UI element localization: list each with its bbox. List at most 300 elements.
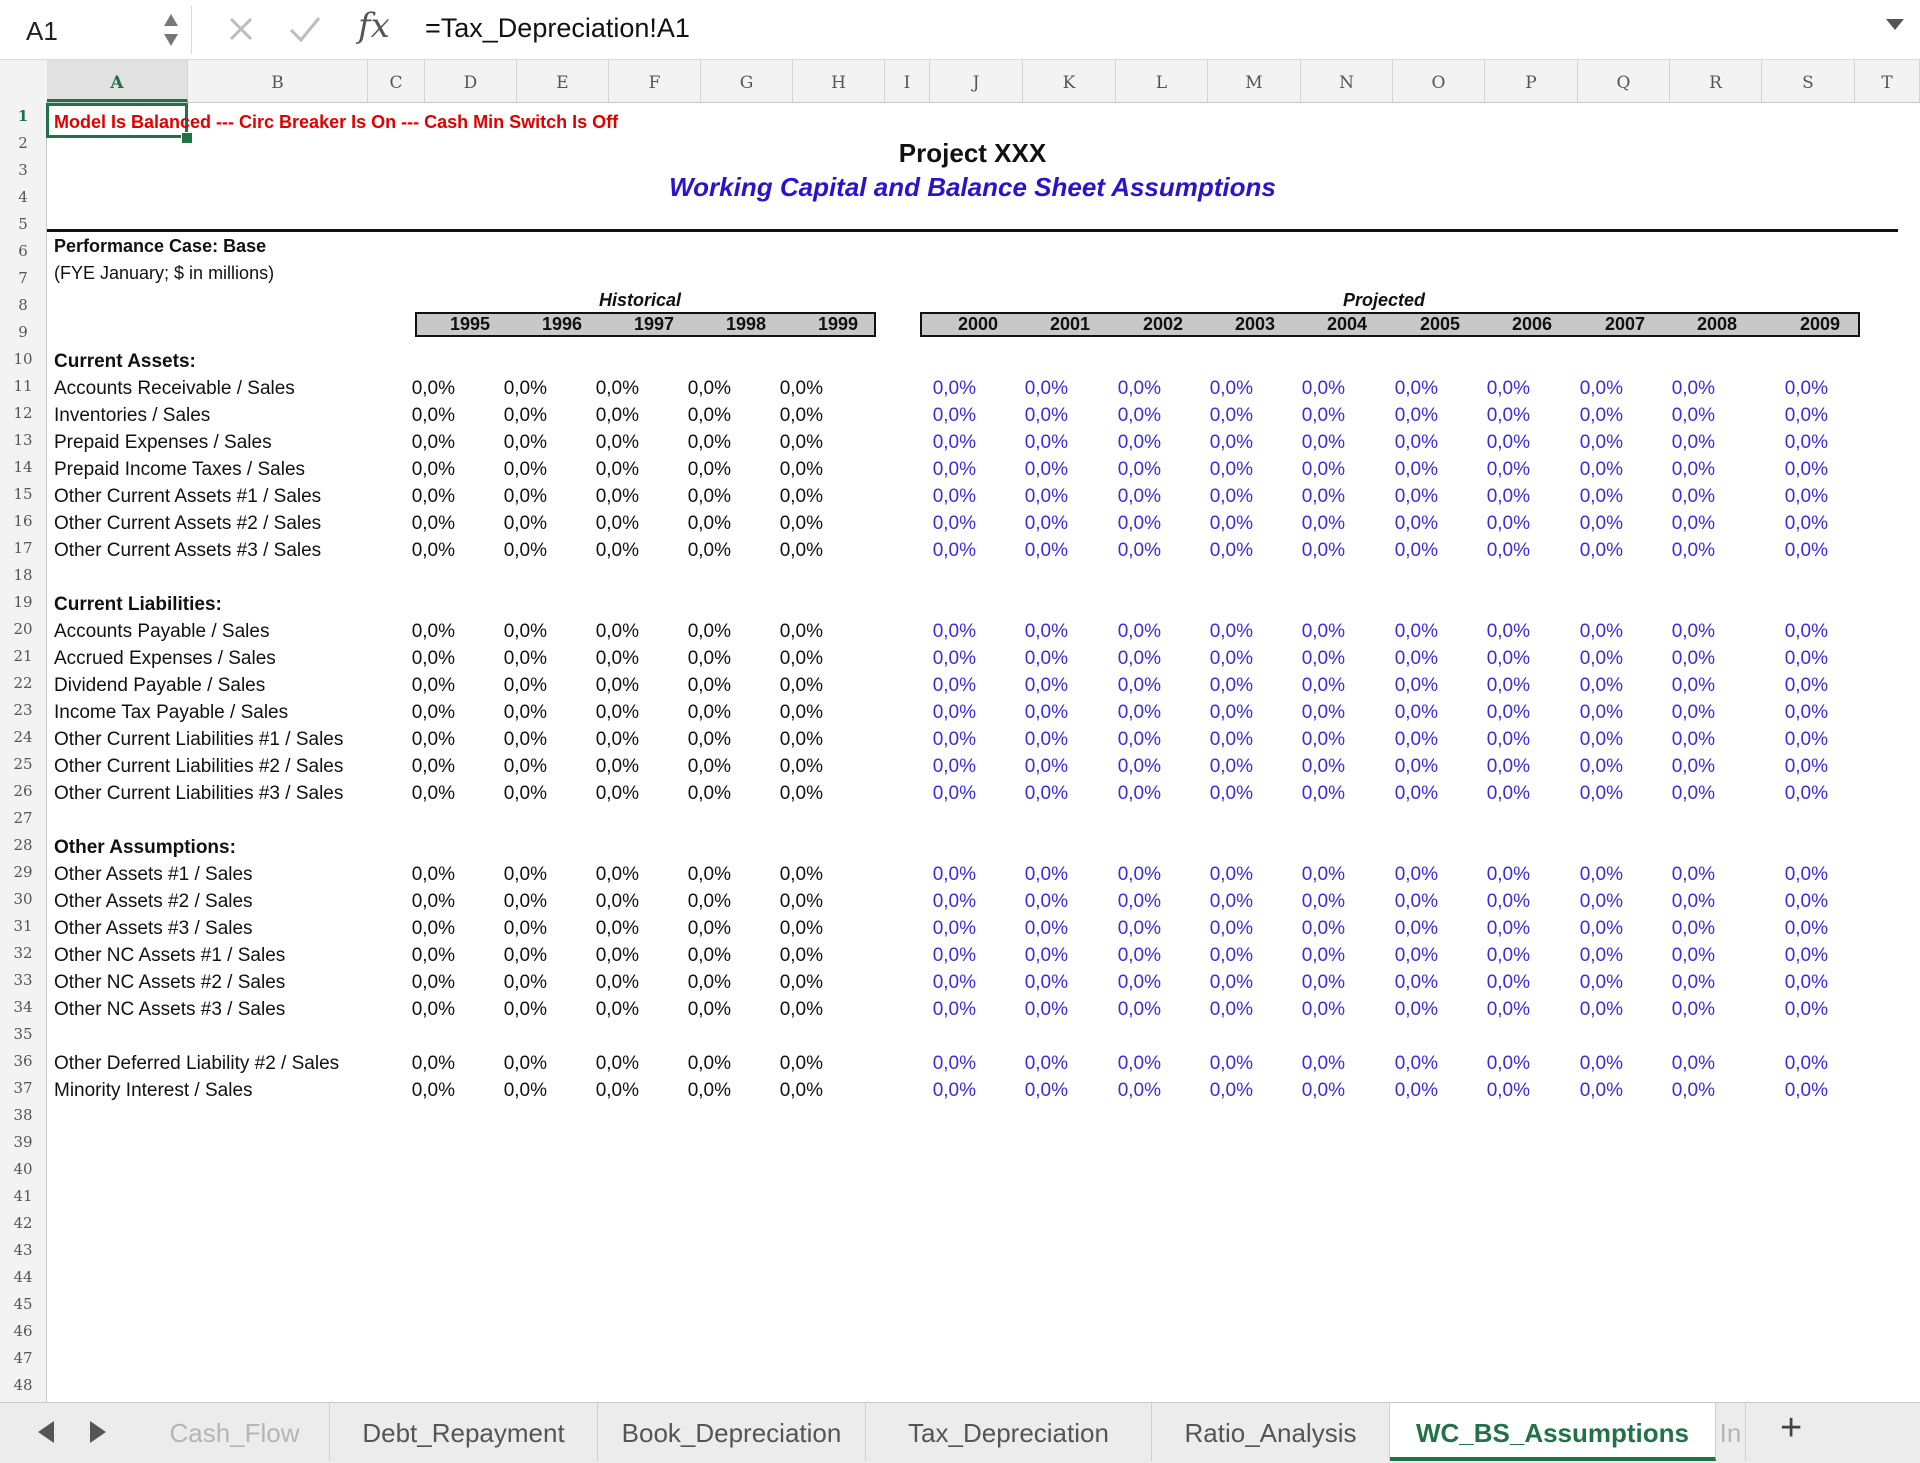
row-header-25[interactable]: 25 [13,755,33,773]
projected-value-cell[interactable]: 0,0% [1579,1053,1623,1074]
projected-value-cell[interactable]: 0,0% [1209,432,1253,453]
historical-value-cell[interactable]: 0,0% [779,459,823,480]
row-header-42[interactable]: 42 [13,1214,33,1232]
projected-value-cell[interactable]: 0,0% [1209,486,1253,507]
historical-value-cell[interactable]: 0,0% [503,513,547,534]
historical-value-cell[interactable]: 0,0% [779,432,823,453]
row-header-47[interactable]: 47 [13,1349,33,1367]
column-header-s[interactable]: S [1762,60,1855,102]
column-header-j[interactable]: J [930,60,1023,102]
historical-value-cell[interactable]: 0,0% [687,675,731,696]
historical-value-cell[interactable]: 0,0% [503,540,547,561]
historical-value-cell[interactable]: 0,0% [503,459,547,480]
row-header-22[interactable]: 22 [13,674,33,692]
historical-value-cell[interactable]: 0,0% [503,729,547,750]
historical-value-cell[interactable]: 0,0% [687,432,731,453]
projected-value-cell[interactable]: 0,0% [1671,918,1715,939]
projected-value-cell[interactable]: 0,0% [1394,729,1438,750]
column-header-c[interactable]: C [368,60,425,102]
projected-value-cell[interactable]: 0,0% [1024,1080,1068,1101]
projected-value-cell[interactable]: 0,0% [1784,918,1828,939]
historical-value-cell[interactable]: 0,0% [779,1053,823,1074]
historical-value-cell[interactable]: 0,0% [779,729,823,750]
historical-value-cell[interactable]: 0,0% [687,918,731,939]
historical-value-cell[interactable]: 0,0% [411,648,455,669]
projected-value-cell[interactable]: 0,0% [1301,891,1345,912]
row-header-36[interactable]: 36 [13,1052,33,1070]
projected-value-cell[interactable]: 0,0% [1394,891,1438,912]
projected-value-cell[interactable]: 0,0% [1117,405,1161,426]
row-header-11[interactable]: 11 [13,377,33,395]
projected-value-cell[interactable]: 0,0% [1579,540,1623,561]
historical-value-cell[interactable]: 0,0% [411,378,455,399]
projected-value-cell[interactable]: 0,0% [1486,972,1530,993]
projected-value-cell[interactable]: 0,0% [1486,405,1530,426]
historical-value-cell[interactable]: 0,0% [503,621,547,642]
projected-value-cell[interactable]: 0,0% [1784,999,1828,1020]
projected-value-cell[interactable]: 0,0% [1301,405,1345,426]
projected-value-cell[interactable]: 0,0% [1671,513,1715,534]
historical-value-cell[interactable]: 0,0% [411,486,455,507]
projected-value-cell[interactable]: 0,0% [1784,864,1828,885]
column-header-d[interactable]: D [425,60,517,102]
projected-value-cell[interactable]: 0,0% [1784,1080,1828,1101]
projected-value-cell[interactable]: 0,0% [932,729,976,750]
projected-value-cell[interactable]: 0,0% [1784,1053,1828,1074]
historical-value-cell[interactable]: 0,0% [687,1080,731,1101]
projected-value-cell[interactable]: 0,0% [932,1053,976,1074]
projected-value-cell[interactable]: 0,0% [1117,1053,1161,1074]
historical-value-cell[interactable]: 0,0% [595,756,639,777]
row-header-2[interactable]: 2 [18,134,28,152]
historical-value-cell[interactable]: 0,0% [503,405,547,426]
projected-value-cell[interactable]: 0,0% [1784,513,1828,534]
historical-value-cell[interactable]: 0,0% [779,486,823,507]
projected-value-cell[interactable]: 0,0% [1301,1053,1345,1074]
historical-value-cell[interactable]: 0,0% [779,864,823,885]
projected-value-cell[interactable]: 0,0% [1671,702,1715,723]
projected-value-cell[interactable]: 0,0% [1579,486,1623,507]
historical-value-cell[interactable]: 0,0% [687,513,731,534]
projected-value-cell[interactable]: 0,0% [1671,675,1715,696]
projected-value-cell[interactable]: 0,0% [932,486,976,507]
historical-value-cell[interactable]: 0,0% [779,918,823,939]
projected-value-cell[interactable]: 0,0% [1209,513,1253,534]
projected-value-cell[interactable]: 0,0% [1671,1080,1715,1101]
row-header-21[interactable]: 21 [13,647,33,665]
row-header-19[interactable]: 19 [13,593,33,611]
historical-value-cell[interactable]: 0,0% [411,675,455,696]
projected-value-cell[interactable]: 0,0% [1784,540,1828,561]
projected-value-cell[interactable]: 0,0% [1579,891,1623,912]
projected-value-cell[interactable]: 0,0% [932,675,976,696]
historical-value-cell[interactable]: 0,0% [411,405,455,426]
historical-value-cell[interactable]: 0,0% [779,1080,823,1101]
projected-value-cell[interactable]: 0,0% [932,378,976,399]
projected-value-cell[interactable]: 0,0% [1579,972,1623,993]
projected-value-cell[interactable]: 0,0% [1209,783,1253,804]
row-header-5[interactable]: 5 [18,215,28,233]
row-header-18[interactable]: 18 [13,566,33,584]
projected-value-cell[interactable]: 0,0% [1024,945,1068,966]
projected-value-cell[interactable]: 0,0% [1579,405,1623,426]
projected-value-cell[interactable]: 0,0% [1579,864,1623,885]
projected-value-cell[interactable]: 0,0% [1024,783,1068,804]
projected-value-cell[interactable]: 0,0% [1209,405,1253,426]
historical-value-cell[interactable]: 0,0% [595,945,639,966]
row-header-13[interactable]: 13 [13,431,33,449]
projected-value-cell[interactable]: 0,0% [1209,729,1253,750]
historical-value-cell[interactable]: 0,0% [779,648,823,669]
projected-value-cell[interactable]: 0,0% [1579,918,1623,939]
column-header-r[interactable]: R [1670,60,1762,102]
historical-value-cell[interactable]: 0,0% [687,540,731,561]
historical-value-cell[interactable]: 0,0% [779,945,823,966]
projected-value-cell[interactable]: 0,0% [1209,756,1253,777]
historical-value-cell[interactable]: 0,0% [595,486,639,507]
historical-value-cell[interactable]: 0,0% [411,972,455,993]
projected-value-cell[interactable]: 0,0% [1579,999,1623,1020]
projected-value-cell[interactable]: 0,0% [1671,864,1715,885]
row-header-26[interactable]: 26 [13,782,33,800]
historical-value-cell[interactable]: 0,0% [503,702,547,723]
projected-value-cell[interactable]: 0,0% [932,756,976,777]
projected-value-cell[interactable]: 0,0% [1301,864,1345,885]
historical-value-cell[interactable]: 0,0% [595,459,639,480]
row-header-41[interactable]: 41 [13,1187,33,1205]
historical-value-cell[interactable]: 0,0% [503,432,547,453]
projected-value-cell[interactable]: 0,0% [1209,1080,1253,1101]
historical-value-cell[interactable]: 0,0% [503,648,547,669]
projected-value-cell[interactable]: 0,0% [1486,945,1530,966]
projected-value-cell[interactable]: 0,0% [1301,459,1345,480]
projected-value-cell[interactable]: 0,0% [932,918,976,939]
projected-value-cell[interactable]: 0,0% [1209,702,1253,723]
row-header-38[interactable]: 38 [13,1106,33,1124]
projected-value-cell[interactable]: 0,0% [1024,891,1068,912]
historical-value-cell[interactable]: 0,0% [687,1053,731,1074]
sheet-tab-cash-flow[interactable]: Cash_Flow [140,1403,330,1461]
projected-value-cell[interactable]: 0,0% [1579,945,1623,966]
projected-value-cell[interactable]: 0,0% [1784,783,1828,804]
historical-value-cell[interactable]: 0,0% [503,486,547,507]
triangle-left-icon[interactable] [36,1419,56,1445]
projected-value-cell[interactable]: 0,0% [1024,513,1068,534]
projected-value-cell[interactable]: 0,0% [1671,432,1715,453]
projected-value-cell[interactable]: 0,0% [1394,513,1438,534]
historical-value-cell[interactable]: 0,0% [411,864,455,885]
sheet-tab-book-depreciation[interactable]: Book_Depreciation [598,1403,866,1461]
historical-value-cell[interactable]: 0,0% [411,918,455,939]
historical-value-cell[interactable]: 0,0% [687,378,731,399]
historical-value-cell[interactable]: 0,0% [595,378,639,399]
sheet-tab-tax-depreciation[interactable]: Tax_Depreciation [866,1403,1152,1461]
historical-value-cell[interactable]: 0,0% [687,648,731,669]
column-header-e[interactable]: E [517,60,609,102]
historical-value-cell[interactable]: 0,0% [503,999,547,1020]
projected-value-cell[interactable]: 0,0% [1301,918,1345,939]
row-header-44[interactable]: 44 [13,1268,33,1286]
projected-value-cell[interactable]: 0,0% [1394,540,1438,561]
historical-value-cell[interactable]: 0,0% [687,702,731,723]
row-header-8[interactable]: 8 [18,296,28,314]
projected-value-cell[interactable]: 0,0% [1024,1053,1068,1074]
historical-value-cell[interactable]: 0,0% [687,864,731,885]
historical-value-cell[interactable]: 0,0% [503,1053,547,1074]
historical-value-cell[interactable]: 0,0% [687,486,731,507]
row-header-24[interactable]: 24 [13,728,33,746]
historical-value-cell[interactable]: 0,0% [503,864,547,885]
projected-value-cell[interactable]: 0,0% [1301,1080,1345,1101]
projected-value-cell[interactable]: 0,0% [1209,540,1253,561]
projected-value-cell[interactable]: 0,0% [1024,459,1068,480]
projected-value-cell[interactable]: 0,0% [1784,621,1828,642]
projected-value-cell[interactable]: 0,0% [1024,675,1068,696]
cancel-icon[interactable] [226,14,256,44]
row-header-27[interactable]: 27 [13,809,33,827]
projected-value-cell[interactable]: 0,0% [1394,459,1438,480]
projected-value-cell[interactable]: 0,0% [932,864,976,885]
row-header-15[interactable]: 15 [13,485,33,503]
projected-value-cell[interactable]: 0,0% [1209,378,1253,399]
projected-value-cell[interactable]: 0,0% [1486,486,1530,507]
historical-value-cell[interactable]: 0,0% [503,945,547,966]
projected-value-cell[interactable]: 0,0% [1024,729,1068,750]
projected-value-cell[interactable]: 0,0% [1301,702,1345,723]
projected-value-cell[interactable]: 0,0% [1117,648,1161,669]
projected-value-cell[interactable]: 0,0% [1579,621,1623,642]
projected-value-cell[interactable]: 0,0% [1486,540,1530,561]
row-header-43[interactable]: 43 [13,1241,33,1259]
projected-value-cell[interactable]: 0,0% [1209,999,1253,1020]
projected-value-cell[interactable]: 0,0% [1117,378,1161,399]
sheet-tab-ratio-analysis[interactable]: Ratio_Analysis [1152,1403,1390,1461]
projected-value-cell[interactable]: 0,0% [1486,513,1530,534]
column-header-q[interactable]: Q [1578,60,1670,102]
historical-value-cell[interactable]: 0,0% [779,378,823,399]
projected-value-cell[interactable]: 0,0% [1209,945,1253,966]
row-header-9[interactable]: 9 [18,323,28,341]
projected-value-cell[interactable]: 0,0% [1301,540,1345,561]
column-header-n[interactable]: N [1301,60,1393,102]
projected-value-cell[interactable]: 0,0% [1671,378,1715,399]
projected-value-cell[interactable]: 0,0% [1024,702,1068,723]
historical-value-cell[interactable]: 0,0% [503,783,547,804]
historical-value-cell[interactable]: 0,0% [779,783,823,804]
row-header-31[interactable]: 31 [13,917,33,935]
historical-value-cell[interactable]: 0,0% [595,432,639,453]
projected-value-cell[interactable]: 0,0% [1579,783,1623,804]
projected-value-cell[interactable]: 0,0% [932,621,976,642]
row-header-1[interactable]: 1 [17,107,29,125]
projected-value-cell[interactable]: 0,0% [1579,702,1623,723]
projected-value-cell[interactable]: 0,0% [1117,999,1161,1020]
projected-value-cell[interactable]: 0,0% [1024,486,1068,507]
projected-value-cell[interactable]: 0,0% [1394,783,1438,804]
historical-value-cell[interactable]: 0,0% [411,945,455,966]
historical-value-cell[interactable]: 0,0% [503,675,547,696]
historical-value-cell[interactable]: 0,0% [779,702,823,723]
historical-value-cell[interactable]: 0,0% [595,702,639,723]
historical-value-cell[interactable]: 0,0% [503,378,547,399]
projected-value-cell[interactable]: 0,0% [1579,432,1623,453]
row-header-28[interactable]: 28 [13,836,33,854]
row-header-34[interactable]: 34 [13,998,33,1016]
projected-value-cell[interactable]: 0,0% [1579,675,1623,696]
projected-value-cell[interactable]: 0,0% [1024,621,1068,642]
enter-check-icon[interactable] [288,14,322,44]
row-header-45[interactable]: 45 [13,1295,33,1313]
projected-value-cell[interactable]: 0,0% [1301,999,1345,1020]
projected-value-cell[interactable]: 0,0% [1301,432,1345,453]
worksheet-grid[interactable] [47,102,1920,1402]
projected-value-cell[interactable]: 0,0% [1486,1053,1530,1074]
projected-value-cell[interactable]: 0,0% [932,891,976,912]
projected-value-cell[interactable]: 0,0% [1579,729,1623,750]
projected-value-cell[interactable]: 0,0% [1394,864,1438,885]
projected-value-cell[interactable]: 0,0% [1117,945,1161,966]
historical-value-cell[interactable]: 0,0% [595,675,639,696]
projected-value-cell[interactable]: 0,0% [1024,432,1068,453]
row-header-14[interactable]: 14 [13,458,33,476]
add-sheet-button[interactable]: + [1780,1407,1803,1449]
historical-value-cell[interactable]: 0,0% [779,891,823,912]
row-header-20[interactable]: 20 [13,620,33,638]
projected-value-cell[interactable]: 0,0% [1209,621,1253,642]
projected-value-cell[interactable]: 0,0% [932,702,976,723]
historical-value-cell[interactable]: 0,0% [687,405,731,426]
historical-value-cell[interactable]: 0,0% [411,540,455,561]
projected-value-cell[interactable]: 0,0% [1671,945,1715,966]
projected-value-cell[interactable]: 0,0% [1784,756,1828,777]
projected-value-cell[interactable]: 0,0% [1784,486,1828,507]
projected-value-cell[interactable]: 0,0% [1486,675,1530,696]
projected-value-cell[interactable]: 0,0% [1301,945,1345,966]
projected-value-cell[interactable]: 0,0% [1671,999,1715,1020]
row-header-29[interactable]: 29 [13,863,33,881]
projected-value-cell[interactable]: 0,0% [1301,648,1345,669]
projected-value-cell[interactable]: 0,0% [1671,891,1715,912]
projected-value-cell[interactable]: 0,0% [932,945,976,966]
projected-value-cell[interactable]: 0,0% [1579,459,1623,480]
projected-value-cell[interactable]: 0,0% [1671,729,1715,750]
projected-value-cell[interactable]: 0,0% [1579,378,1623,399]
historical-value-cell[interactable]: 0,0% [687,972,731,993]
historical-value-cell[interactable]: 0,0% [779,513,823,534]
projected-value-cell[interactable]: 0,0% [1117,432,1161,453]
projected-value-cell[interactable]: 0,0% [1117,1080,1161,1101]
projected-value-cell[interactable]: 0,0% [1209,648,1253,669]
projected-value-cell[interactable]: 0,0% [1209,918,1253,939]
projected-value-cell[interactable]: 0,0% [1671,756,1715,777]
chevron-down-icon[interactable] [1884,16,1906,32]
historical-value-cell[interactable]: 0,0% [779,972,823,993]
column-header-k[interactable]: K [1023,60,1116,102]
projected-value-cell[interactable]: 0,0% [1671,1053,1715,1074]
projected-value-cell[interactable]: 0,0% [1024,648,1068,669]
triangle-right-icon[interactable] [88,1419,108,1445]
projected-value-cell[interactable]: 0,0% [1117,486,1161,507]
projected-value-cell[interactable]: 0,0% [932,1080,976,1101]
projected-value-cell[interactable]: 0,0% [1486,432,1530,453]
column-header-g[interactable]: G [701,60,793,102]
projected-value-cell[interactable]: 0,0% [932,405,976,426]
projected-value-cell[interactable]: 0,0% [1486,648,1530,669]
projected-value-cell[interactable]: 0,0% [1301,729,1345,750]
projected-value-cell[interactable]: 0,0% [1394,1080,1438,1101]
historical-value-cell[interactable]: 0,0% [595,972,639,993]
projected-value-cell[interactable]: 0,0% [1209,675,1253,696]
projected-value-cell[interactable]: 0,0% [1117,864,1161,885]
projected-value-cell[interactable]: 0,0% [1394,675,1438,696]
projected-value-cell[interactable]: 0,0% [932,783,976,804]
projected-value-cell[interactable]: 0,0% [1117,675,1161,696]
projected-value-cell[interactable]: 0,0% [1024,864,1068,885]
projected-value-cell[interactable]: 0,0% [1301,675,1345,696]
historical-value-cell[interactable]: 0,0% [595,891,639,912]
row-header-12[interactable]: 12 [13,404,33,422]
historical-value-cell[interactable]: 0,0% [503,1080,547,1101]
historical-value-cell[interactable]: 0,0% [595,648,639,669]
historical-value-cell[interactable]: 0,0% [687,945,731,966]
projected-value-cell[interactable]: 0,0% [1209,864,1253,885]
historical-value-cell[interactable]: 0,0% [411,783,455,804]
projected-value-cell[interactable]: 0,0% [1394,945,1438,966]
historical-value-cell[interactable]: 0,0% [779,621,823,642]
projected-value-cell[interactable]: 0,0% [1671,972,1715,993]
projected-value-cell[interactable]: 0,0% [1117,513,1161,534]
formula-input[interactable]: =Tax_Depreciation!A1 [425,13,690,43]
projected-value-cell[interactable]: 0,0% [1117,783,1161,804]
projected-value-cell[interactable]: 0,0% [1394,432,1438,453]
historical-value-cell[interactable]: 0,0% [595,918,639,939]
historical-value-cell[interactable]: 0,0% [595,621,639,642]
name-box[interactable] [6,6,192,54]
projected-value-cell[interactable]: 0,0% [932,999,976,1020]
historical-value-cell[interactable]: 0,0% [411,891,455,912]
projected-value-cell[interactable]: 0,0% [1117,459,1161,480]
projected-value-cell[interactable]: 0,0% [1784,891,1828,912]
column-header-m[interactable]: M [1208,60,1301,102]
projected-value-cell[interactable]: 0,0% [1394,648,1438,669]
historical-value-cell[interactable]: 0,0% [411,702,455,723]
historical-value-cell[interactable]: 0,0% [687,891,731,912]
projected-value-cell[interactable]: 0,0% [1394,756,1438,777]
projected-value-cell[interactable]: 0,0% [1671,486,1715,507]
projected-value-cell[interactable]: 0,0% [1024,918,1068,939]
row-header-16[interactable]: 16 [13,512,33,530]
projected-value-cell[interactable]: 0,0% [1301,972,1345,993]
projected-value-cell[interactable]: 0,0% [1301,783,1345,804]
historical-value-cell[interactable]: 0,0% [779,405,823,426]
row-header-39[interactable]: 39 [13,1133,33,1151]
projected-value-cell[interactable]: 0,0% [1671,459,1715,480]
row-header-33[interactable]: 33 [13,971,33,989]
projected-value-cell[interactable]: 0,0% [1209,459,1253,480]
historical-value-cell[interactable]: 0,0% [411,513,455,534]
projected-value-cell[interactable]: 0,0% [1784,702,1828,723]
row-header-10[interactable]: 10 [13,350,33,368]
projected-value-cell[interactable]: 0,0% [932,459,976,480]
column-header-i[interactable]: I [885,60,930,102]
projected-value-cell[interactable]: 0,0% [1671,783,1715,804]
projected-value-cell[interactable]: 0,0% [1784,432,1828,453]
historical-value-cell[interactable]: 0,0% [595,405,639,426]
projected-value-cell[interactable]: 0,0% [1486,891,1530,912]
historical-value-cell[interactable]: 0,0% [687,621,731,642]
historical-value-cell[interactable]: 0,0% [687,729,731,750]
projected-value-cell[interactable]: 0,0% [1024,972,1068,993]
